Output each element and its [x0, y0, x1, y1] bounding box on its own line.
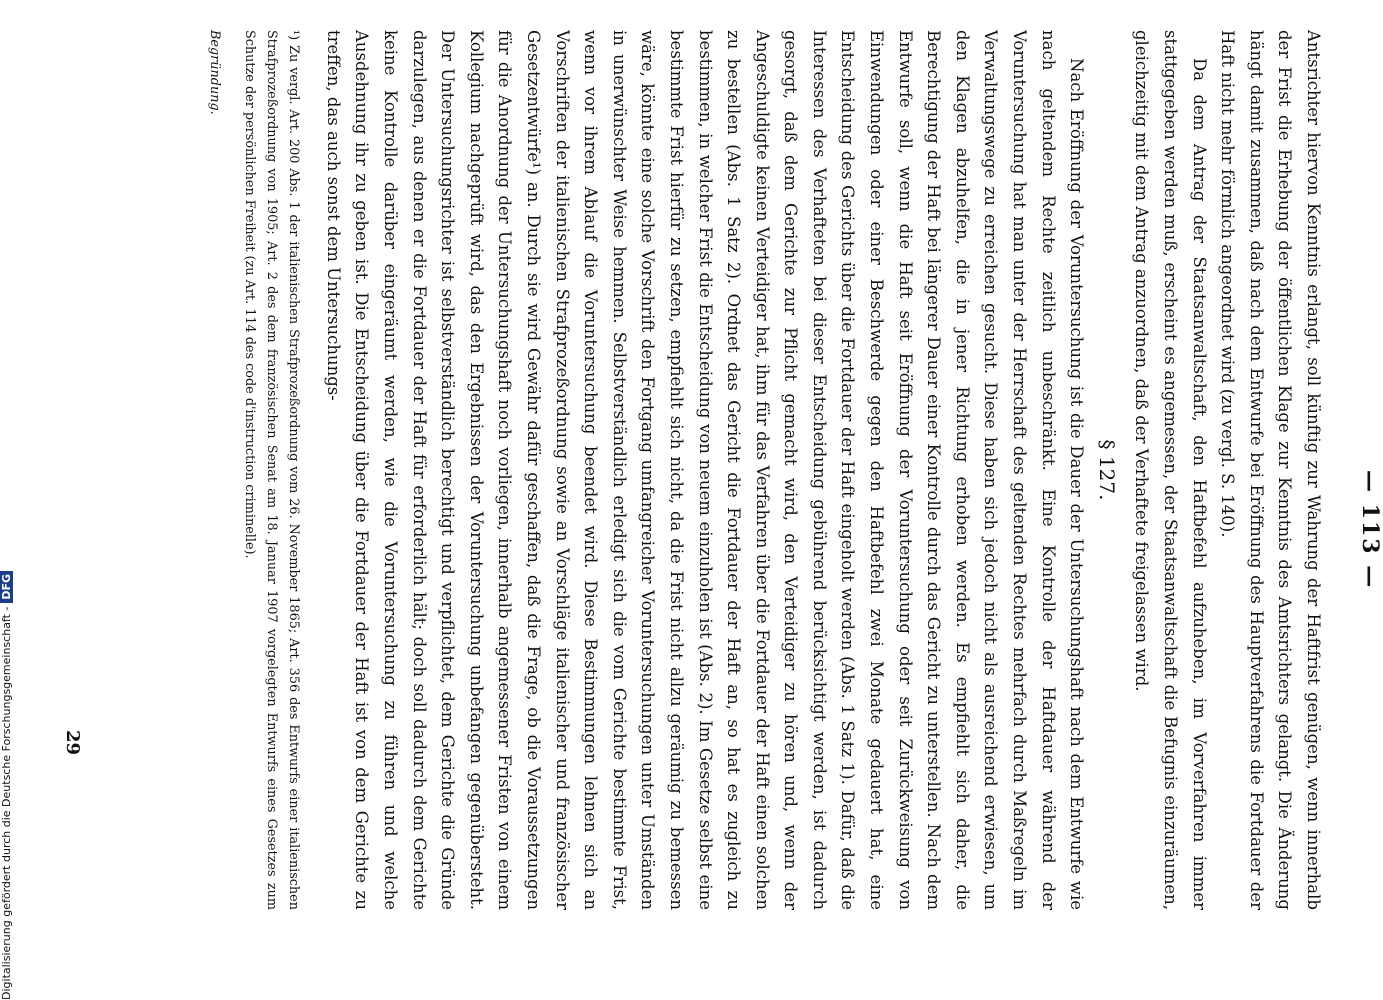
credit-text: Digitalisierung gefördert durch die Deutsche Forschungsgemeinschaft - — [0, 606, 13, 1000]
page-number: — 113 — — [1357, 470, 1383, 590]
page-header — [1343, 0, 1383, 1000]
paragraph-2: Da dem Antrag der Staatsanwaltschaft, den Haftbefehl aufzuheben, im Vorverfahren immer stattgegeben werden muß, erscheint es angemessen, der Staatsanwaltschaft die Befugnis einzuräumen, gleichzeitig mit dem Antrag anzuordnen, daß der Verhaftete freigelassen wird. — [1132, 30, 1209, 910]
page-body — [200, 30, 1327, 910]
footer-label: Begründung. — [207, 30, 223, 115]
paragraph-1: Antsrichter hiervon Kenntnis erlangt, soll künftig zur Wahrung der Haftfrist genügen, wenn innerhalb der Frist die Erhebung der öffentlichen Klage zur Kenntnis des Amtsrichters gelangt. Die Änderung hängt damit zusammen, daß nach dem Entwurfe bei Eröffnung des Hauptverfahrens die Fortdauer der Haft nicht mehr förmlich angeordnet wird (zu vergl. S. 140). — [1218, 30, 1323, 910]
sheet-signature: 29 — [62, 730, 83, 756]
section-paragraph-1: Nach Eröffnung der Voruntersuchung ist die Dauer der Untersuchungshaft nach dem Entwurfe wie nach geltendem Rechte zeitlich unbeschränkt. Eine Kontrolle der Haftdauer während der Voruntersuchung hat man unter der Herrschaft des geltenden Rechtes mehrfach durch Maßregeln im Verwaltungswege zu erreichen gesucht. Diese haben sich jedoch nicht als ausreichend erwiesen, um den Klagen abzuhelfen, die in jener Richtung erhoben werden. Es empfiehlt sich daher, die Berechtigung der Haft bei längerer Dauer einer Kontrolle durch das Gericht zu unterstellen. Nach dem Entwurfe soll, wenn die Haft seit Eröffnung der Voruntersuchung oder seit Zurückweisung von Einwendungen oder einer Beschwerde gegen den Haftbefehl zwei Monate gedauert hat, eine Entscheidung des Gerichts über die Fortdauer der Haft eingeholt werden (Abs. 1 Satz 1). Dafür, daß die Interessen des Verhafteten bei dieser Entscheidung gebührend berücksichtigt werden, ist dadurch gesorgt, daß dem Gerichte zur Pflicht gemacht wird, den Verteidiger zu hören und, wenn der Angeschuldigte keinen Verteidiger hat, ihm für das Verfahren über die Fortdauer der Haft einen solchen zu bestellen (Abs. 1 Satz 2). Ordnet das Gericht die Fortdauer der Haft an, so hat es zugleich zu bestimmen, in welcher Frist die Entscheidung von neuem einzuholen ist (Abs. 2). Im Gesetze selbst eine bestimmte Frist hierfür zu setzen, empfiehlt sich nicht, da die Frist nicht allzu geräumig zu bemessen wäre, könnte eine solche Vorschrift den Fortgang umfangreicher Voruntersuchungen unter Umständen in unerwünschter Weise hemmen. Selbstverständlich erledigt sich die vom Gerichte bestimmte Frist, wenn vor ihrem Ablauf die Voruntersuchung beendet wird. Diese Bestimmungen lehnen sich an Vorschriften der italienischen Strafprozeßordnung sowie an Vorschläge italienischer und französischer Gesetzentwürfe¹) an. Durch sie wird Gewähr dafür geschaffen, daß die Frage, ob die Voraussetzungen für die Anordnung der Untersuchungshaft noch vorliegen, innerhalb angemessener Fristen von einem Kollegium nachgeprüft wird, das den Ergebnissen der Voruntersuchung unbefangen gegenübersteht. Der Untersuchungsrichter ist selbstverständlich berechtigt und verpflichtet, dem Gerichte die Gründe darzulegen, aus denen er die Fortdauer der Haft für erforderlich hält; doch soll dadurch dem Gerichte keine Kontrolle darüber eingeräumt werden, wie die Voruntersuchung zu führen und welche Ausdehnung ihr zu geben ist. Die Entscheidung über die Fortdauer der Haft ist von dem Gerichte zu treffen, das auch sonst dem Untersuchungs- — [323, 30, 1087, 910]
section-title: § 127. — [1094, 439, 1119, 501]
footnote: ¹) Zu vergl. Art. 200 Abs. 1 der italienischen Strafprozeßordnung vom 26. November 1865; Art. 356 des Entwurfs einer italienischen Strafprozeßordnung von 1905; Art. 2 des dem französischen Senat am 18. Januar 1907 vorgelegten Entwurfs eines Gesetzes zum Schutze der persönlichen Freiheit (zu Art. 114 des code d'instruction criminelle). — [242, 30, 302, 910]
dfg-logo: DFG — [0, 571, 13, 603]
digitization-credit — [0, 573, 18, 1000]
